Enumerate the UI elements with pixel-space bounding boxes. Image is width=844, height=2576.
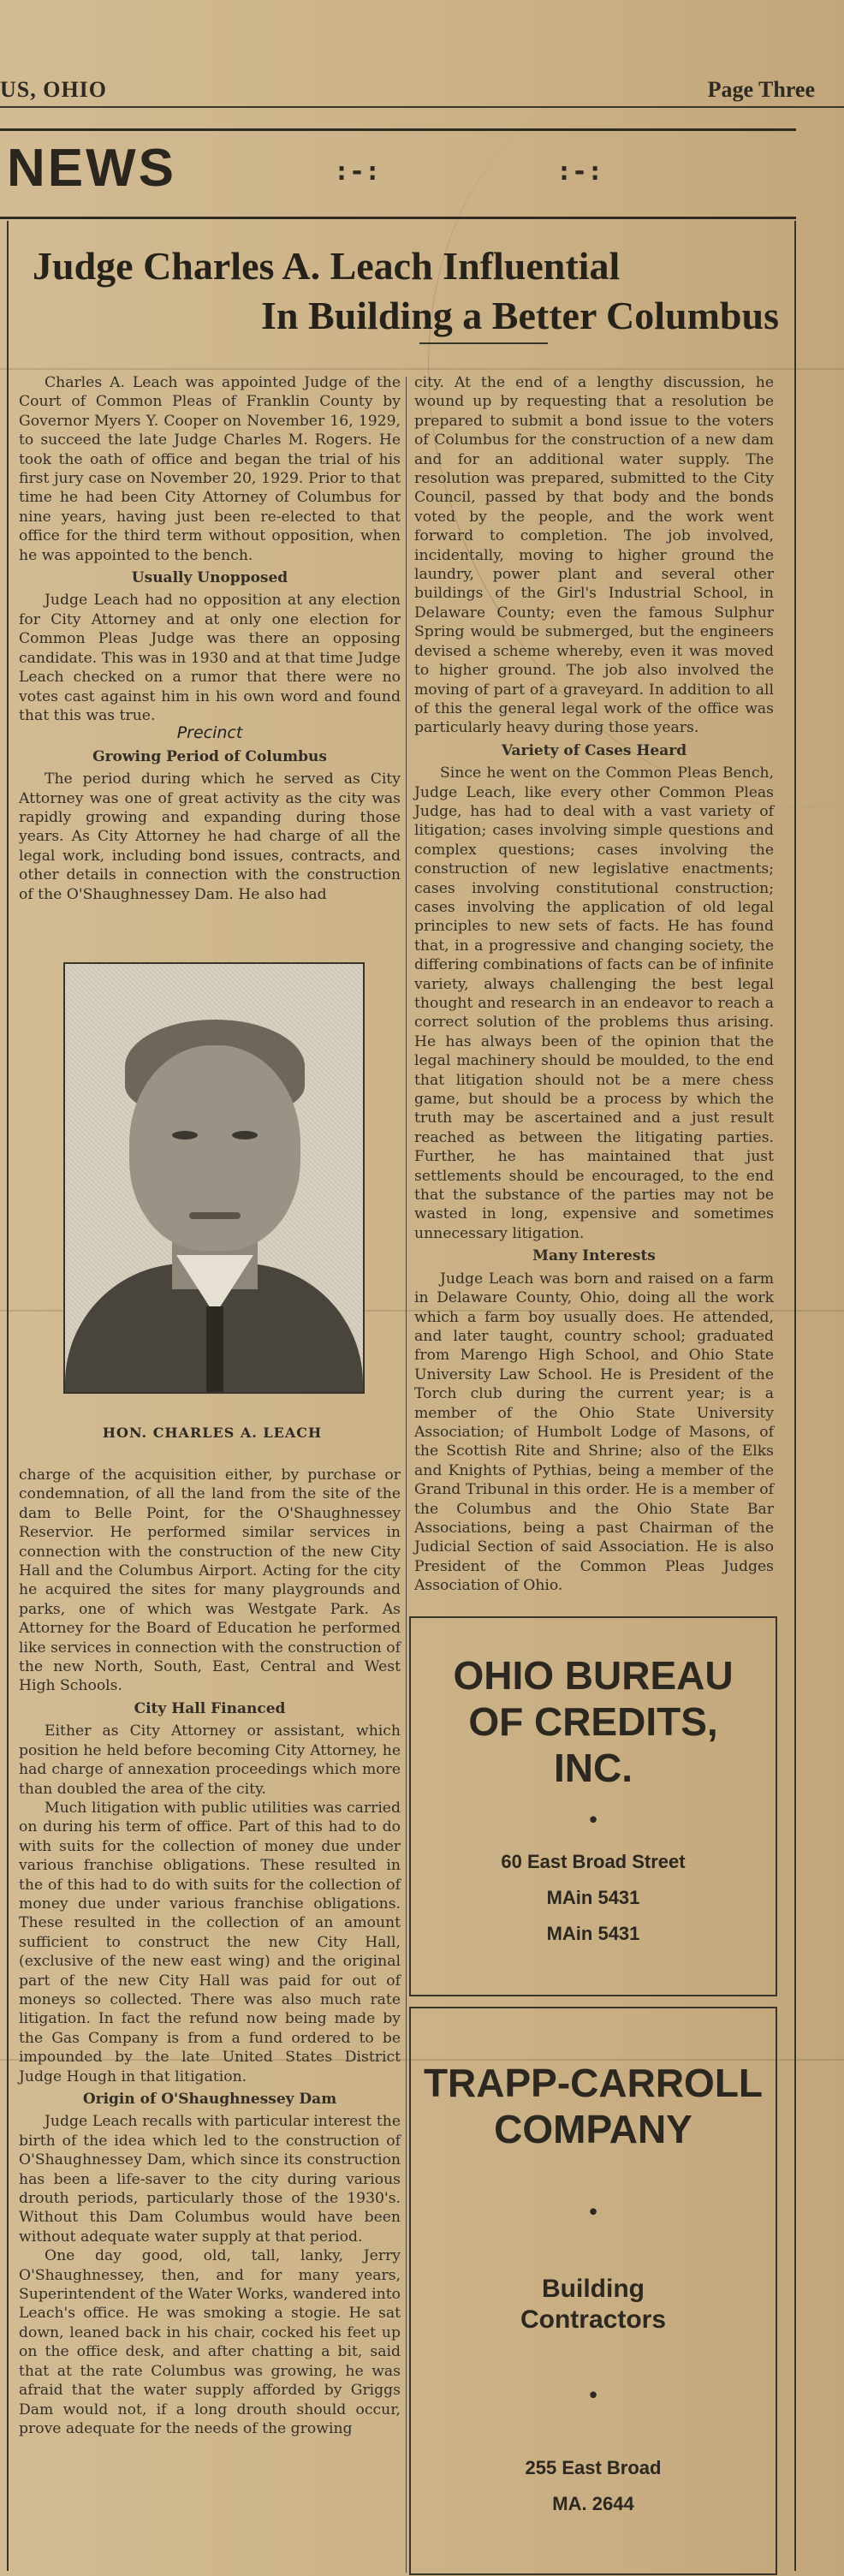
- paragraph: Charles A. Leach was appointed Judge of the Court of Common Pleas of Franklin County by Governor Myers Y. Cooper on November 16, 1929, to succeed the late Judge Charles M. Rogers. He took the oath of office and began the trial of his first jury case on November 20, 1929. Prior to that time he had been City Attorney of Columbus for nine years, having just been re-elected to that office for the third term without opposition, when he was appointed to the bench.: [19, 374, 401, 564]
- ad-address: 255 East Broad: [525, 2457, 662, 2478]
- page-header: [0, 72, 844, 108]
- subheading: City Hall Financed: [134, 1699, 286, 1717]
- section-band: [0, 128, 796, 219]
- ad-name-line: TRAPP-CARROLL: [423, 2061, 764, 2105]
- ad-phone: MAin 5431: [546, 1887, 640, 1908]
- subheading: Many Interests: [532, 1247, 656, 1265]
- ad-name-line: OF CREDITS,: [468, 1699, 718, 1744]
- ad-name-line: INC.: [554, 1746, 633, 1790]
- bullet-icon: •: [586, 2383, 600, 2409]
- subheading: Usually Unopposed: [131, 569, 288, 587]
- paragraph: Judge Leach was born and raised on a farm in Delaware County, Ohio, doing all the work which a farm boy usually does. He attended, and later taught, country school; graduated from Marengo High School, and Ohio State University Law School. He is President of the Torch club during the current year; is a member of the Ohio State University Association; of Humbolt Lodge of Masons, of the Scottish Rite and Shrine; also of the Elks and Knights of Pythias, being a member of the Grand Tribunal in this order. He is a member of the Columbus and the Ohio State Bar Associations, being a past Chairman of the Judicial Section of said Association. He is also President of the Common Pleas Judges Association of Ohio.: [414, 1270, 774, 1595]
- paragraph: city. At the end of a lengthy discussion, he wound up by requesting that a resolution be prepared to submit a bond issue to the voters of Columbus for the construction of a new dam and for an additional water supply. The resolution was prepared, submitted to the City Council, passed by that body and the bonds voted by the people, and the work went forward to completion. The job involved, incidentally, moving to higher ground the laundry, power plant and several other buildings of the Girl's Industrial School, in Delaware County; even the famous Sulphur Spring would be submerged, but the engineers devised a scheme whereby, even it was moved to higher ground. The job also involved the moving of part of a graveyard. In addition to all of this the general legal work of the office was particularly heavy during those years.: [414, 374, 774, 737]
- column-1-top: [19, 373, 401, 904]
- ad-name-line: COMPANY: [494, 2107, 692, 2151]
- subheading: Origin of O'Shaughnessey Dam: [82, 2091, 337, 2108]
- header-location: US, OHIO: [0, 77, 108, 102]
- paragraph: The period during which he served as City Attorney was one of great activity as the city was rapidly growing and expanding during those years. As City Attorney he had charge of all the legal work, including bond issues, contracts, and other details in connection with the construction of the O'Shaughnessey Dam. He also had: [19, 770, 401, 903]
- ad-name-line: OHIO BUREAU: [453, 1653, 734, 1698]
- ad-address: 60 East Broad Street: [501, 1851, 686, 1872]
- headline-line-1: Judge Charles A. Leach Influential: [33, 244, 621, 288]
- section-title: NEWS: [7, 139, 176, 198]
- photo-caption: HON. CHARLES A. LEACH: [102, 1425, 323, 1441]
- bullet-icon: •: [586, 1808, 600, 1834]
- ornament-right: :-:: [556, 157, 603, 187]
- paragraph: Either as City Attorney or assistant, which position he held before becoming City Attorney, he had charge of annexation proceedings which more than doubled the area of the city.: [19, 1722, 401, 1798]
- paragraph: Judge Leach recalls with particular interest the birth of the idea which led to the construction of O'Shaughnessey Dam, which since its construction has been a life-saver to the city during various drouth periods, particularly those of the 1930's. Without this Dam Columbus would have been without adequate water supply at that period.: [19, 2113, 401, 2246]
- paragraph: Since he went on the Common Pleas Bench, Judge Leach, like every other Common Pleas Judge, has had to deal with a vast variety of litigation; cases involving simple questions and complex questions; cases involving the construction of new legislative enactments; cases involving constitutional construction; cases involving the application of old legal principles to new sets of facts. He has found that, in a progressive and changing society, the differing combinations of facts can be of infinite variety, always challenging the best legal thought and research in an endeavor to reach a correct solution of the problems thus arising. He has always been of the opinion that the legal machinery should be moulded, to the end that litigation should not be a mere chess game, but should be a process by which the truth may be ascertained and a just result reached as between the litigating parties. Further, he has maintained that just settlements should be encouraged, to the end that the substance of the parties may not be wasted in long, expensive and sometimes unnecessary litigation.: [414, 764, 774, 1242]
- handwritten-note: Precinct: [176, 723, 243, 743]
- subheading: Variety of Cases Heard: [501, 741, 687, 759]
- ad-tagline: Building: [542, 2275, 645, 2303]
- column-2: [414, 373, 774, 1596]
- paragraph: Much litigation with public utilities was carried on during his term of office. Part of this had to do with suits for the collection of money due under various franchise obligations. These resulted in the of this had to do with suits for the collection of money due under various franchise obligations. These resulted in the collection of an amount sufficient to construct the new City Hall, (exclusive of the new east wing) and the original part of the new City Hall was paid for out of moneys so collected. There was also much rate litigation. In fact the refund now being made by the Gas Company is from a fund ordered to be impounded by the late United States District Judge Hough in that litigation.: [19, 1799, 401, 2085]
- bullet-icon: •: [586, 2200, 600, 2226]
- portrait-photo: [63, 962, 365, 1394]
- ad-trapp-carroll-company: [409, 2007, 777, 2575]
- article-headline: [33, 241, 786, 341]
- column-1-bottom: [19, 1466, 401, 2438]
- ornament-left: :-:: [334, 157, 381, 187]
- subheading: Growing Period of Columbus: [92, 747, 327, 765]
- headline-rule: [419, 342, 548, 344]
- column-divider: [406, 377, 407, 2573]
- ad-tagline: Contractors: [520, 2305, 667, 2334]
- page-number: Page Three: [707, 77, 815, 102]
- headline-line-2: In Building a Better Columbus: [261, 294, 779, 337]
- ad-phone: MA. 2644: [552, 2493, 634, 2514]
- paragraph: One day good, old, tall, lanky, Jerry O'Shaughnessey, then, and for many years, Superintendent of the Water Works, wandered into Leach's office. He was smoking a stogie. He sat down, leaned back in his chair, cocked his feet up on the office desk, and after chatting a bit, said that at the rate Columbus was growing, he was afraid that the water supply afforded by Griggs Dam would not, if a long drouth should occur, prove adequate for the needs of the growing: [19, 2247, 401, 2437]
- ad-ohio-bureau-of-credits: [409, 1616, 777, 1996]
- paragraph: charge of the acquisition either, by purchase or condemnation, of all the land from the site of the dam to Belle Point, for the O'Shaughnessey Reservior. He performed similar services in connection with the construction of the new City Hall and the Columbus Airport. Acting for the city he acquired the sites for many playgrounds and parks, one of which was Westgate Park. As Attorney for the Board of Education he performed like services in connection with the construction of the new North, South, East, Central and West High Schools.: [19, 1466, 401, 1695]
- ad-phone: MAin 5431: [546, 1923, 640, 1944]
- paragraph: Judge Leach had no opposition at any election for City Attorney and at only one election for Common Pleas Judge was there an opposing candidate. This was in 1930 and at that time Judge Leach checked on a rumor that there were no votes cast against him in his own word and found that this was true.: [19, 592, 401, 724]
